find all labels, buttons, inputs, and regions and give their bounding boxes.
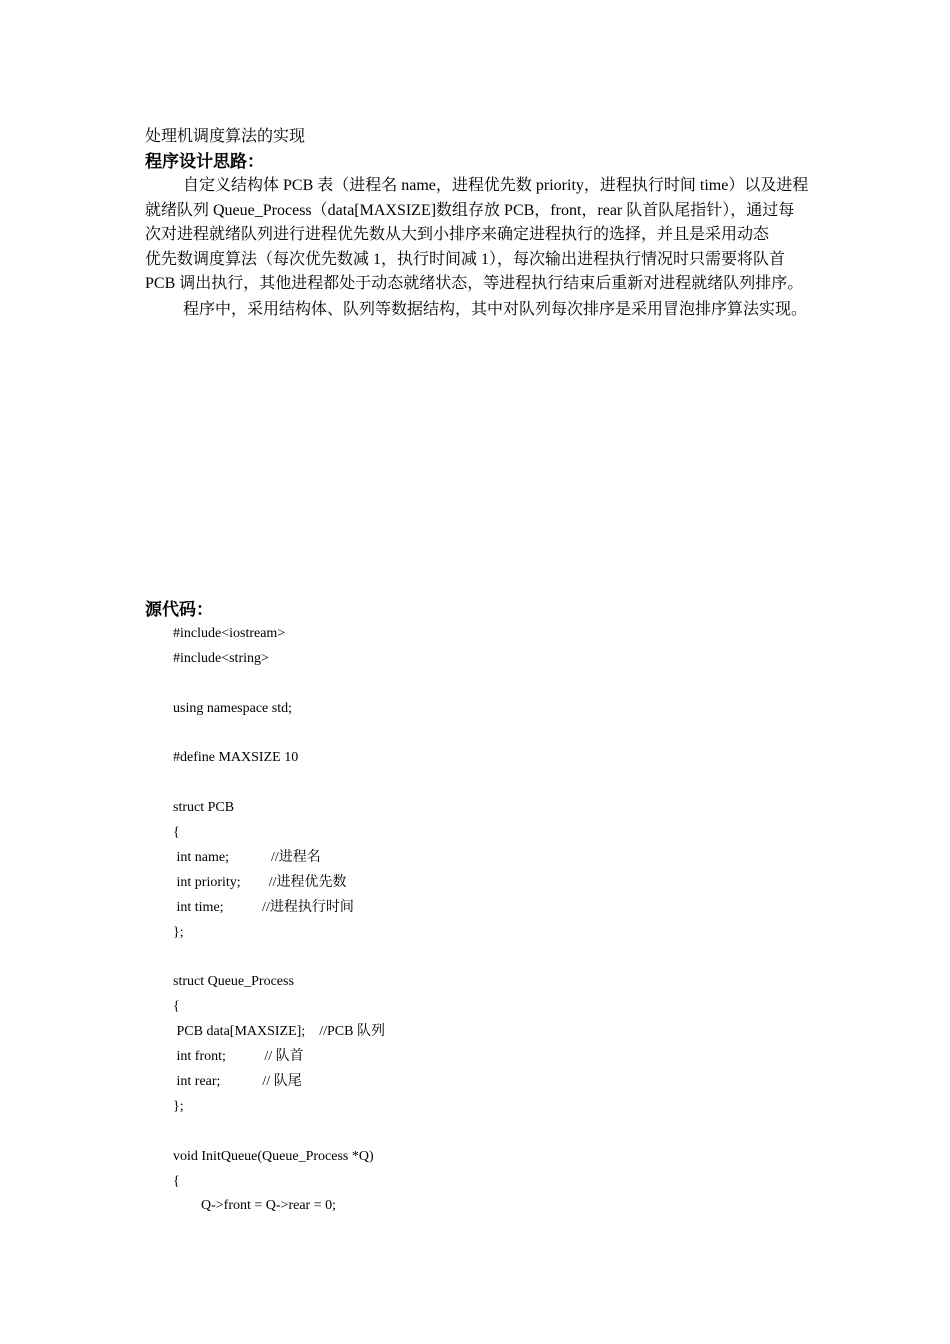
code-line: int front; // 队首: [173, 1049, 304, 1065]
code-line: {: [173, 825, 180, 841]
paragraph-line: 自定义结构体 PCB 表（进程名 name，进程优先数 priority，进程执行时间 time）以及进程: [183, 177, 809, 194]
code-line: int name; //进程名: [173, 850, 321, 866]
code-line: struct Queue_Process: [173, 974, 294, 990]
paragraph-line: 优先数调度算法（每次优先数减 1，执行时间减 1），每次输出进程执行情况时只需要将队首: [145, 250, 786, 268]
source-code-heading: 源代码：: [145, 600, 213, 620]
structure-paragraph: [145, 298, 825, 323]
code-line: PCB data[MAXSIZE]; //PCB 队列: [173, 1024, 385, 1040]
code-line: };: [173, 924, 184, 940]
code-line: #include<iostream>: [173, 626, 286, 641]
code-line: {: [173, 1173, 180, 1189]
code-line: };: [173, 1098, 184, 1114]
paragraph-line: 程序中，采用结构体、队列等数据结构，其中对队列每次排序是采用冒泡排序算法实现。: [183, 301, 808, 318]
code-line: #define MAXSIZE 10: [173, 750, 299, 766]
paragraph-line: 次对进程就绪队列进行进程优先数从大到小排序来确定进程执行的选择，并且是采用动态: [145, 226, 770, 244]
code-line: int priority; //进程优先数: [173, 874, 347, 890]
code-line: struct PCB: [173, 800, 235, 816]
design-paragraph: [145, 174, 825, 297]
paragraph-line: 就绪队列 Queue_Process（data[MAXSIZE]数组存放 PCB，front，rear 队首队尾指针），通过每: [145, 201, 795, 219]
code-line: [173, 1120, 773, 1145]
code-line: [173, 722, 773, 747]
code-line: void InitQueue(Queue_Process *Q): [173, 1148, 374, 1164]
code-line: [173, 672, 773, 697]
document-title: 处理机调度算法的实现: [145, 128, 306, 145]
source-code-block: [173, 622, 773, 1219]
code-line: using namespace std;: [173, 700, 292, 716]
code-line: [173, 946, 773, 971]
code-line: int rear; // 队尾: [173, 1074, 302, 1090]
paragraph-line: PCB 调出执行，其他进程都处于动态就绪状态，等进程执行结束后重新对进程就绪队列排序。: [145, 275, 804, 293]
design-heading: 程序设计思路：: [145, 152, 264, 172]
code-line: int time; //进程执行时间: [173, 899, 354, 915]
code-line: {: [173, 999, 180, 1015]
code-line: #include<string>: [173, 650, 269, 666]
code-line: Q->front = Q->rear = 0;: [173, 1198, 336, 1214]
code-line: [173, 771, 773, 796]
